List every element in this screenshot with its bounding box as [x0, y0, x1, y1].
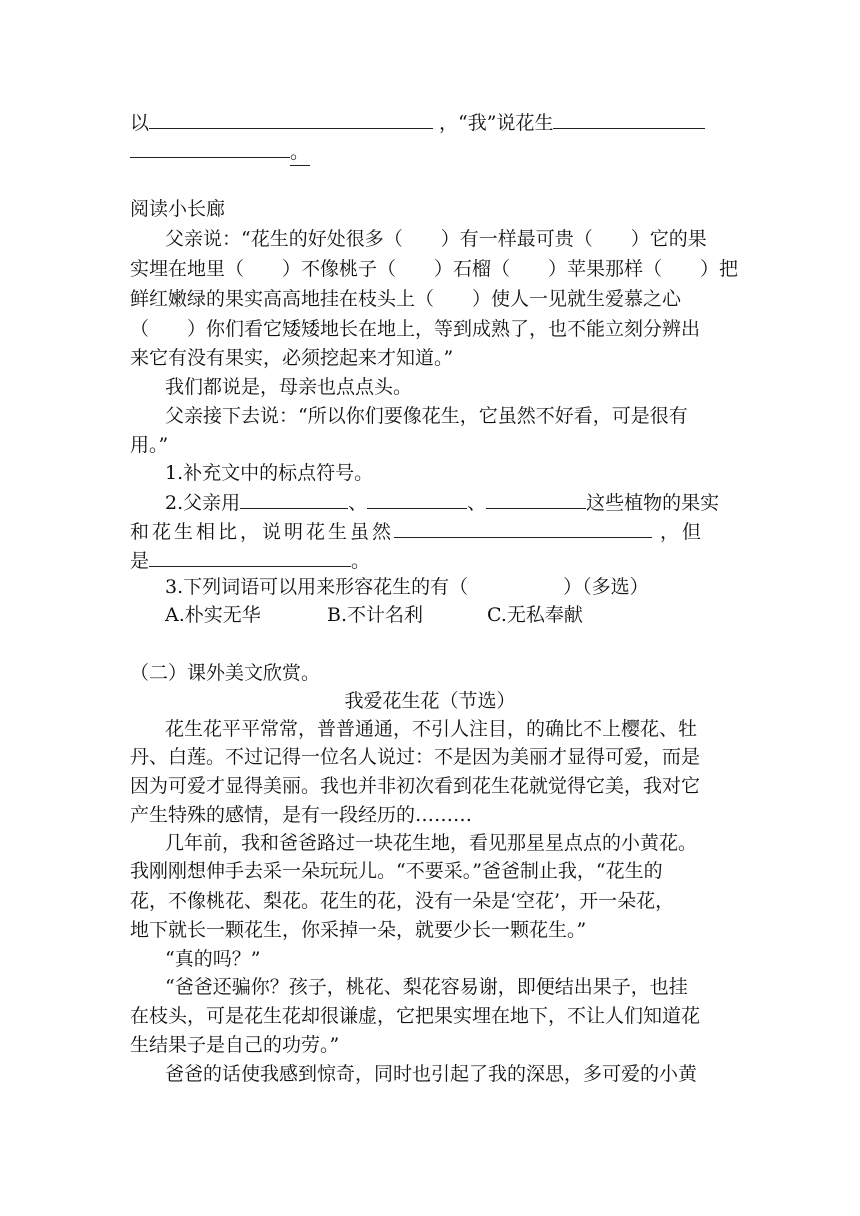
passage-line: 父亲说：“花生的好处很多（ ）有一样最可贵（ ）它的果 [165, 228, 707, 250]
passage-line: 父亲接下去说：“所以你们要像花生，它虽然不好看，可是很有 [165, 405, 688, 427]
q2-text: ，但 [660, 521, 705, 543]
answer-blank[interactable] [149, 108, 433, 129]
answer-blank[interactable] [486, 488, 586, 509]
passage-line: 花，不像桃花、梨花。花生的花，没有一朵是‘空花’，开一朵花， [130, 890, 675, 912]
q2-sep: 、 [467, 492, 487, 514]
passage-line: 丹、白莲。不过记得一位名人说过：不是因为美丽才显得可爱，而是 [130, 746, 701, 768]
answer-options [165, 602, 583, 628]
answer-blank[interactable] [149, 546, 351, 567]
fill-prefix: 以 [130, 112, 150, 134]
q2-text: 。 [351, 550, 371, 572]
q2-sep: 、 [348, 492, 368, 514]
answer-blank[interactable] [130, 137, 290, 158]
question-2-line-2 [130, 517, 704, 545]
fill-line-1 [130, 108, 705, 136]
passage-line: 生结果子是自己的功劳。” [130, 1034, 340, 1056]
reading-heading: 阅读小长廊 [130, 198, 226, 220]
passage-line: 鲜红嫩绿的果实高高地挂在枝头上（ ）使人一见就生爱慕之心 [130, 288, 682, 310]
fill-line-2 [130, 137, 310, 166]
q2-text: 是 [130, 550, 150, 572]
option-a[interactable]: A.朴实无华 [165, 604, 261, 626]
fill-suffix: 。 [290, 139, 310, 166]
passage-line: 爸爸的话使我感到惊奇，同时也引起了我的深思，多可爱的小黄 [165, 1063, 698, 1085]
section-heading: （二）课外美文欣赏。 [130, 662, 321, 684]
option-c[interactable]: C.无私奉献 [487, 604, 583, 626]
passage-line: 我刚刚想伸手去采一朵玩玩儿。“不要采。”爸爸制止我，“花生的 [130, 860, 663, 882]
passage-line: 因为可爱才显得美丽。我也并非初次看到花生花就觉得它美，我对它 [130, 775, 701, 797]
passage-line: 花生花平平常常，普普通通，不引人注目，的确比不上樱花、牡 [165, 718, 698, 740]
answer-blank[interactable] [367, 488, 467, 509]
passage-line: 几年前，我和爸爸路过一块花生地，看见那星星点点的小黄花。 [165, 832, 698, 854]
passage-line: “爸爸还骗你？孩子，桃花、梨花容易谢，即便结出果子，也挂 [165, 976, 688, 998]
q2-text: 和花生相比，说明花生虽然 [130, 521, 395, 543]
passage-title: 我爱花生花（节选） [344, 690, 516, 712]
passage-line: 实埋在地里（ ）不像桃子（ ）石榴（ ）苹果那样（ ）把 [130, 258, 739, 280]
passage-line: 我们都说是，母亲也点点头。 [165, 376, 413, 398]
answer-blank[interactable] [240, 488, 348, 509]
passage-line: （ ）你们看它矮矮地长在地上，等到成熟了，也不能立刻分辨出 [130, 318, 701, 340]
passage-line: 产生特殊的感情，是有一段经历的……… [130, 804, 473, 826]
answer-blank[interactable] [394, 517, 652, 538]
passage-line: “真的吗？” [165, 948, 261, 970]
answer-blank[interactable] [553, 108, 705, 129]
passage-line: 来它有没有果实，必须挖起来才知道。” [130, 347, 454, 369]
question-2 [165, 488, 719, 516]
passage-line: 地下就长一颗花生，你采掉一朵，就要少长一颗花生。” [130, 919, 587, 941]
question-1: 1.补充文中的标点符号。 [165, 462, 374, 484]
fill-mid-text: ，“我”说花生 [439, 112, 554, 134]
q2-text: 这些植物的果实 [586, 492, 720, 514]
passage-line: 用。” [130, 434, 169, 456]
q2-text: 2.父亲用 [165, 492, 241, 514]
question-3: 3.下列词语可以用来形容花生的有（ ）（多选） [165, 576, 649, 598]
option-b[interactable]: B.不计名利 [327, 604, 424, 626]
passage-line: 在枝头，可是花生花却很谦虚，它把果实埋在地下，不让人们知道花 [130, 1005, 701, 1027]
question-2-line-3 [130, 546, 370, 574]
